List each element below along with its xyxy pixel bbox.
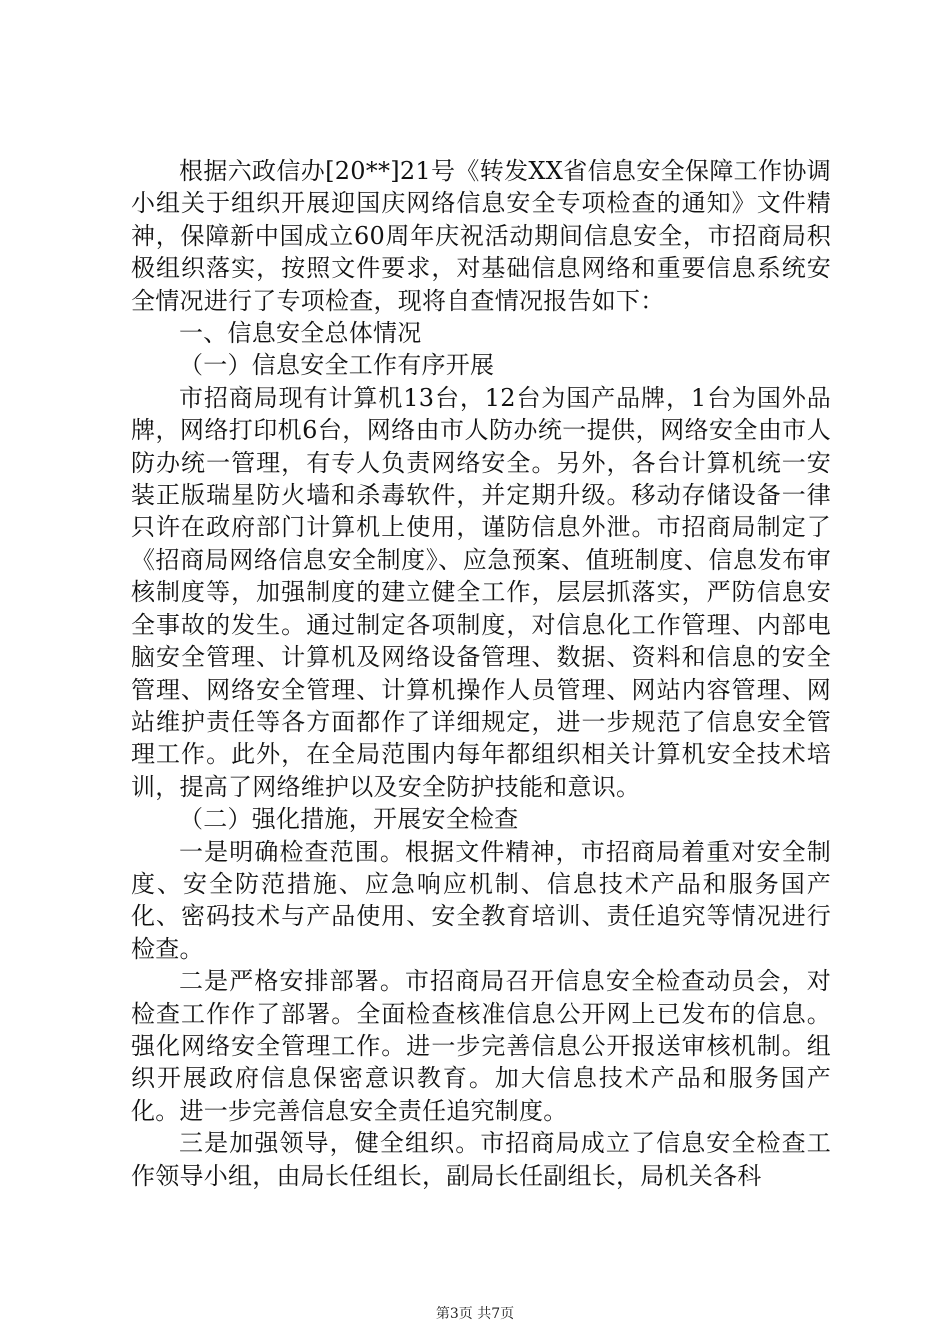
subsection-heading-1: （一）信息安全工作有序开展 [179, 351, 495, 380]
paragraph-scope: 一是明确检查范围。根据文件精神，市招商局着重对安全制度、安全防范措施、应急响应机制、信息技术产品和服务国产化、密码技术与产品使用、安全教育培训、责任追究等情况进行检查。 [131, 837, 831, 963]
document-body [131, 155, 831, 1192]
page-footer: 第3页 共7页 [435, 1306, 515, 1322]
paragraph-leadership: 三是加强领导，健全组织。市招商局成立了信息安全检查工作领导小组，由局长任组长，副局长任副组长，局机关各科 [131, 1129, 831, 1190]
paragraph-deployment: 二是严格安排部署。市招商局召开信息安全检查动员会，对检查工作作了部署。全面检查核准信息公开网上已发布的信息。强化网络安全管理工作。进一步完善信息公开报送审核机制。组织开展政府信息保密意识教育。加大信息技术产品和服务国产化。进一步完善信息安全责任追究制度。 [131, 967, 831, 1125]
subsection-heading-2: （二）强化措施，开展安全检查 [179, 805, 519, 834]
paragraph-intro: 根据六政信办[20**]21号《转发XX省信息安全保障工作协调小组关于组织开展迎国庆网络信息安全专项检查的通知》文件精神，保障新中国成立60周年庆祝活动期间信息安全，市招商局积极组织落实，按照文件要求，对基础信息网络和重要信息系统安全情况进行了专项检查，现将自查情况报告如下： [131, 157, 831, 315]
paragraph-computers: 市招商局现有计算机13台，12台为国产品牌，1台为国外品牌，网络打印机6台，网络由市人防办统一提供，网络安全由市人防办统一管理，有专人负责网络安全。另外，各台计算机统一安装正版瑞星防火墙和杀毒软件，并定期升级。移动存储设备一律只许在政府部门计算机上使用，谨防信息外泄。市招商局制定了《招商局网络信息安全制度》、应急预案、值班制度、信息发布审核制度等，加强制度的建立健全工作，层层抓落实，严防信息安全事故的发生。通过制定各项制度，对信息化工作管理、内部电脑安全管理、计算机及网络设备管理、数据、资料和信息的安全管理、网络安全管理、计算机操作人员管理、网站内容管理、网站维护责任等各方面都作了详细规定，进一步规范了信息安全管理工作。此外，在全局范围内每年都组织相关计算机安全技术培训，提高了网络维护以及安全防护技能和意识。 [131, 383, 831, 801]
section-heading-1: 一、信息安全总体情况 [179, 319, 422, 348]
